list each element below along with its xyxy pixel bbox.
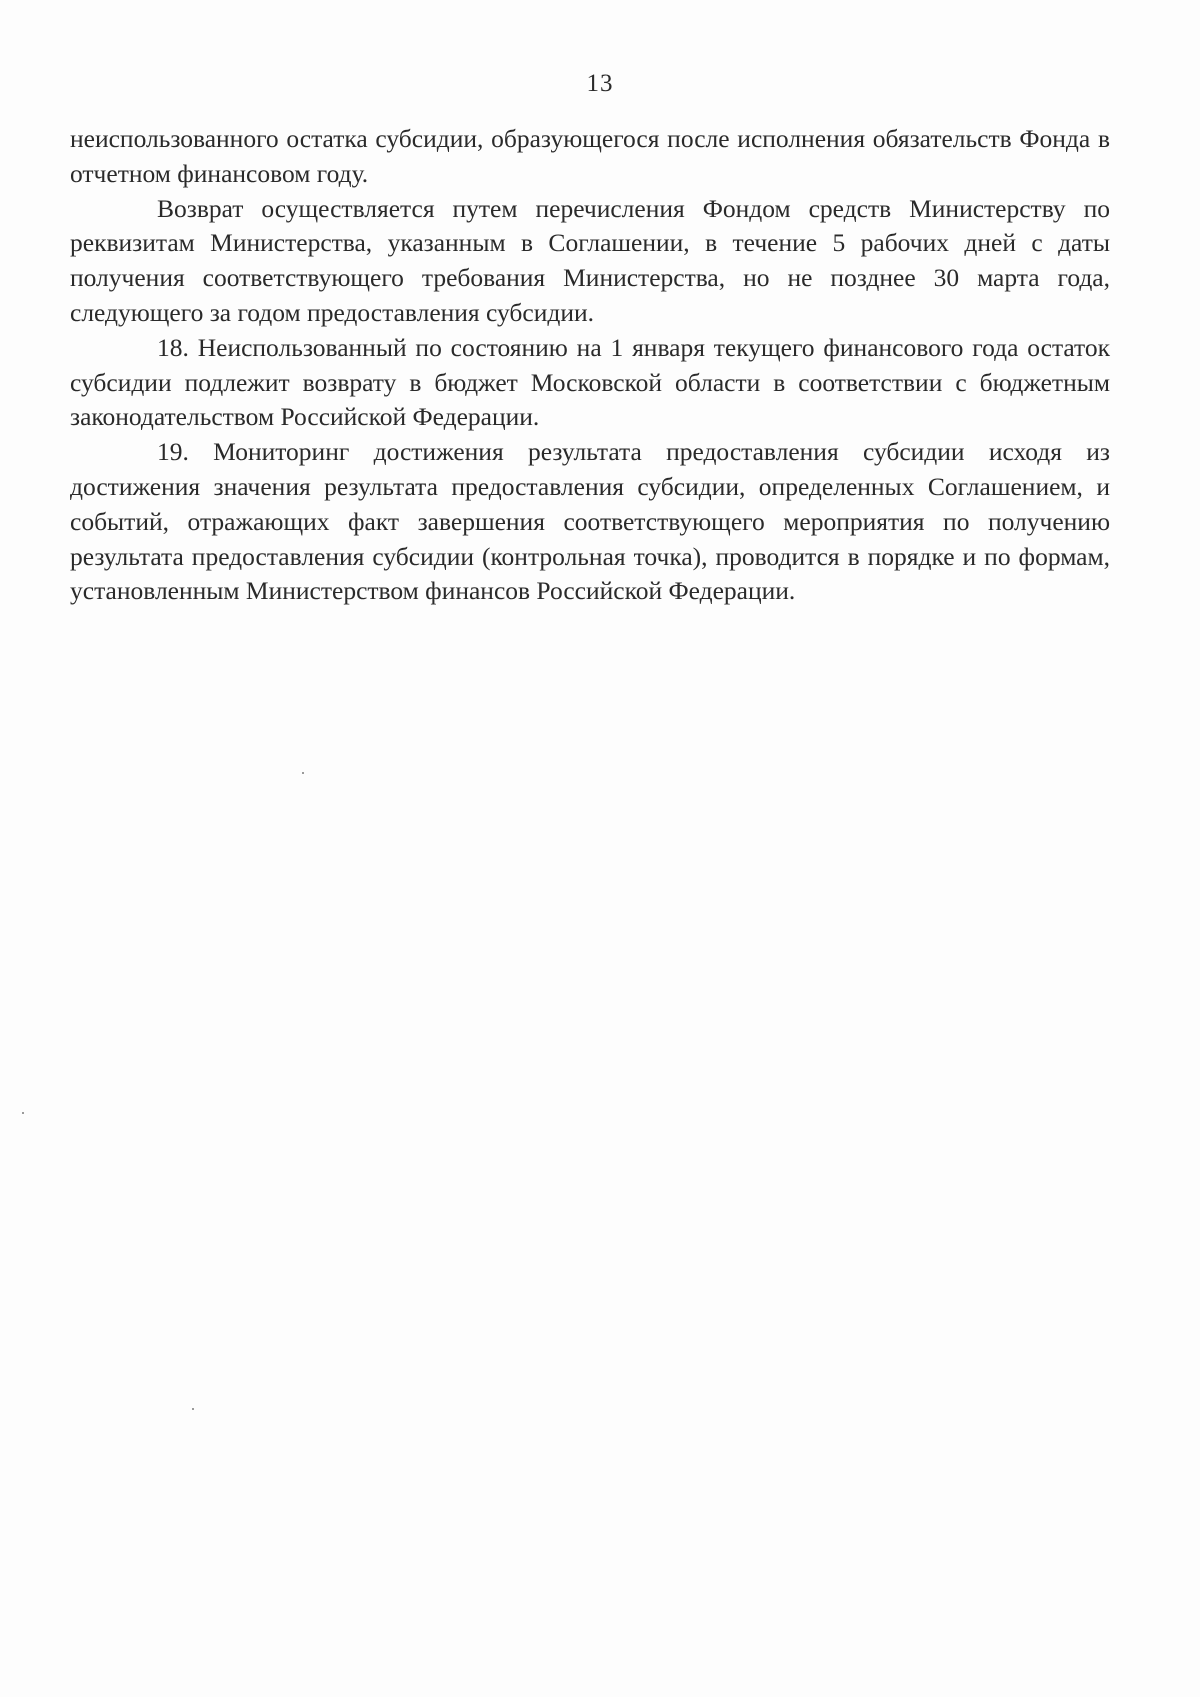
paragraph-return: Возврат осуществляется путем перечисления Фондом средств Министерству по реквизитам Министерства, указанным в Соглашении, в течение 5 рабочих дней с даты получения соответствующего требования Министерства, но не позднее 30 марта года, следующего за годом предоставления субсидии. xyxy=(70,193,1110,327)
page-number: 13 xyxy=(586,70,614,97)
paragraph-19: 19. Мониторинг достижения результата предоставления субсидии исходя из достижения значения результата предоставления субсидии, определенных Соглашением, и событий, отражающих факт завершения соответствующего мероприятия по получению результата предоставления субсидии (контрольная точка), проводится в порядке и по формам, установленным Министерством финансов Российской Федерации. xyxy=(70,437,1110,606)
scan-speck xyxy=(22,1112,24,1114)
scan-speck xyxy=(192,1408,194,1410)
paragraph-18: 18. Неиспользованный по состоянию на 1 января текущего финансового года остаток субсидии подлежит возврату в бюджет Московской области в соответствии с бюджетным законодательством Российской Федерации. xyxy=(70,332,1110,432)
document-body xyxy=(70,122,1110,609)
scan-speck xyxy=(302,772,304,774)
paragraph-continuation: неиспользованного остатка субсидии, образующегося после исполнения обязательств Фонда в отчетном финансовом году. xyxy=(70,124,1110,188)
